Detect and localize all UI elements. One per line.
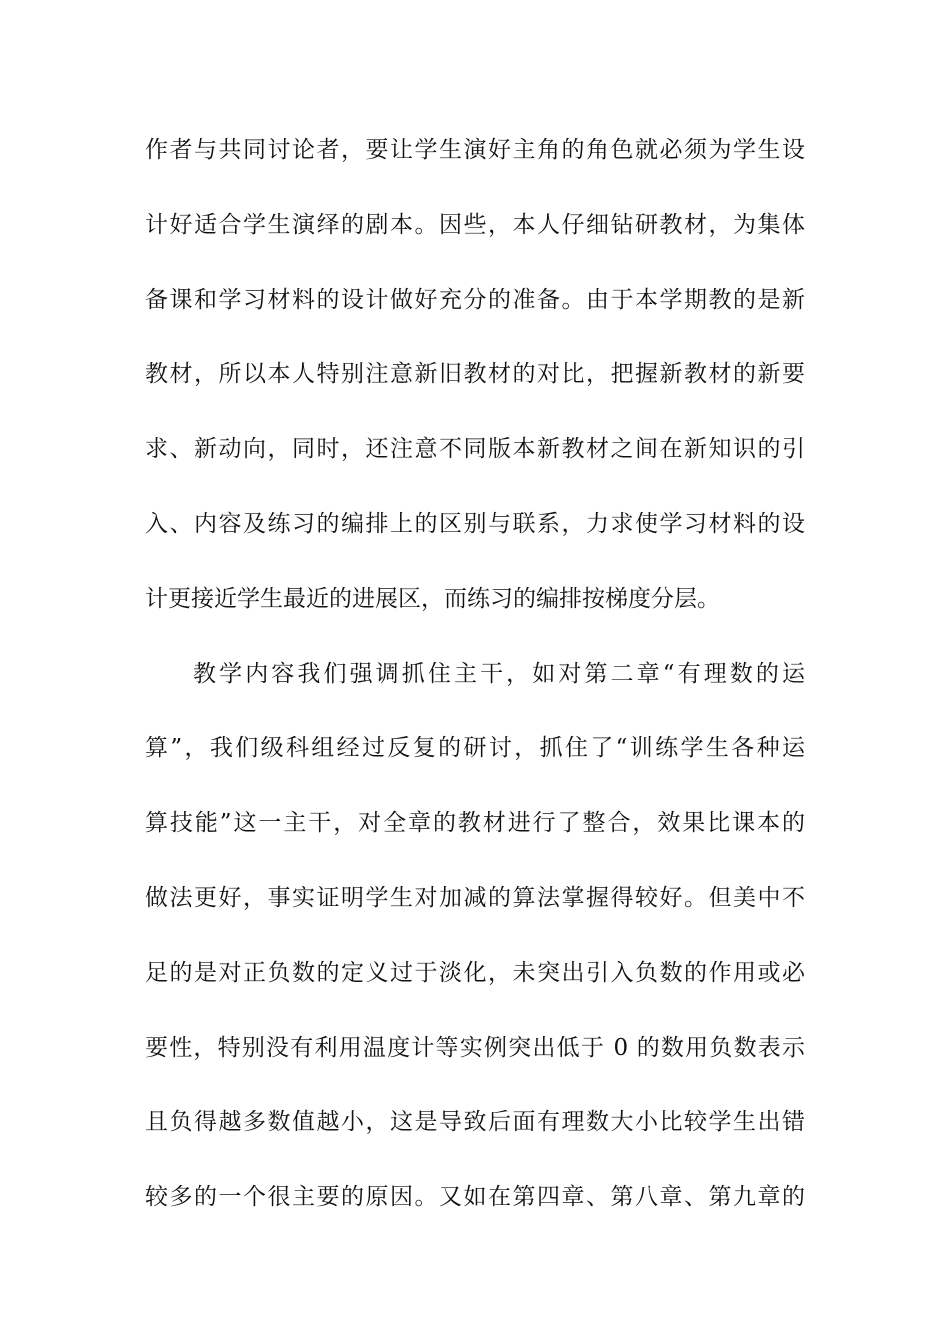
text-line: 做法更好，事实证明学生对加减的算法掌握得较好。但美中不 [145,884,805,911]
text-line: 较多的一个很主要的原因。又如在第四章、第八章、第九章的 [145,1184,805,1211]
text-line: 要性，特别没有利用温度计等实例突出低于 0 的数用负数表示 [145,1034,805,1061]
text-line: 作者与共同讨论者，要让学生演好主角的角色就必须为学生设 [145,137,805,163]
text-line: 教学内容我们强调抓住主干，如对第二章“有理数的运 [193,660,805,687]
text-line: 教材，所以本人特别注意新旧教材的对比，把握新教材的新要 [145,361,805,388]
text-line: 足的是对正负数的定义过于淡化，未突出引入负数的作用或必 [145,959,805,986]
text-line: 入、内容及练习的编排上的区别与联系，力求使学习材料的设 [145,510,805,537]
text-line: 求、新动向，同时，还注意不同版本新教材之间在新知识的引 [145,436,805,463]
text-line: 计更接近学生最近的进展区，而练习的编排按梯度分层。 [145,585,720,612]
body-text [145,129,805,1251]
text-line: 计好适合学生演绎的剧本。因些，本人仔细钻研教材，为集体 [145,211,805,238]
text-line: 算技能”这一主干，对全章的教材进行了整合，效果比课本的 [145,810,805,837]
text-line: 算”，我们级科组经过反复的研讨，抓住了“训练学生各种运 [145,735,805,762]
text-line: 备课和学习材料的设计做好充分的准备。由于本学期教的是新 [145,286,805,313]
text-line: 且负得越多数值越小，这是导致后面有理数大小比较学生出错 [145,1109,805,1136]
